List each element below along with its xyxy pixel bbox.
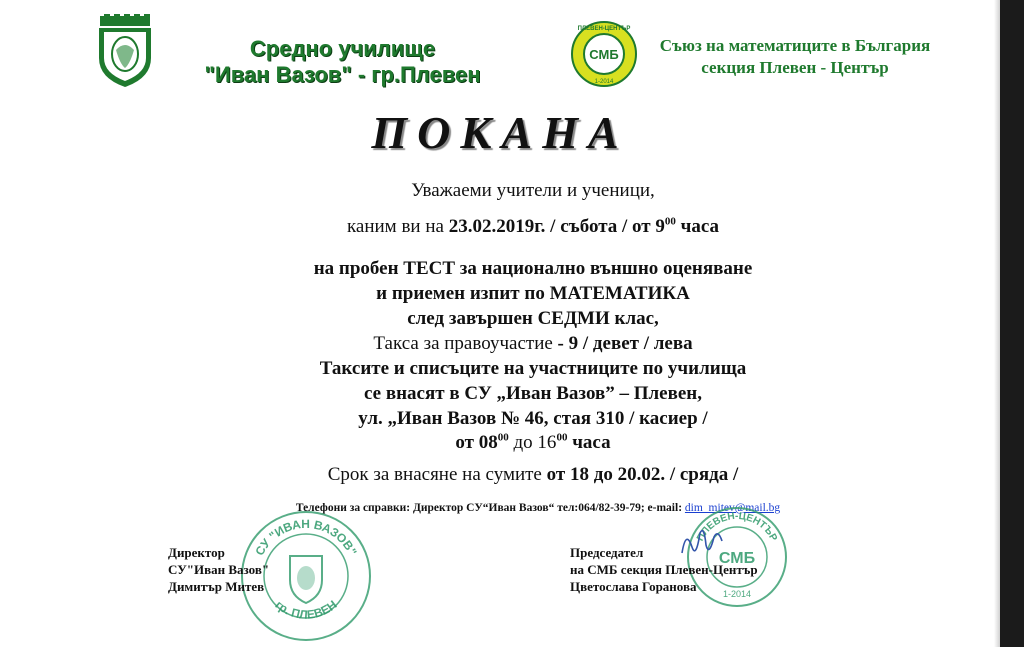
deadline-value: от 18 до 20.02. / сряда /: [546, 464, 739, 485]
smb-logo-ring-text: ПЛЕВЕН-ЦЕНТЪР: [577, 26, 631, 32]
invite-date: 23.02.2019г. / събота / от 9: [448, 216, 665, 237]
smb-logo-center-text: СМБ: [589, 47, 619, 62]
chair-org: на СМБ секция Плевен-Център: [570, 562, 758, 577]
contacts-text: Телефони за справки: Директор СУ“Иван Вазов“ тел:064/82-39-79; e-mail:: [295, 502, 685, 514]
union-name: [645, 35, 945, 79]
chair-name: Цветослава Горанова: [570, 579, 697, 594]
school-emblem-icon: [96, 14, 154, 88]
deadline-label: Срок за внасяне на сумите: [327, 464, 547, 485]
director-title: Директор: [168, 545, 225, 560]
line-submit: се внасят в СУ „Иван Вазов” – Плевен,: [363, 383, 702, 404]
director-signature-block: [168, 544, 269, 595]
chair-title: Председател: [570, 545, 644, 560]
union-name-line2: секция Плевен - Център: [701, 58, 889, 77]
line-exam: и приемен изпит по МАТЕМАТИКА: [376, 283, 690, 304]
smb-stamp-top-text: ПЛЕВЕН-ЦЕНТЪР: [694, 510, 780, 544]
invite-line: [0, 216, 1024, 238]
union-name-line1: Съюз на математиците в България: [659, 36, 931, 55]
smb-stamp-year-text: 1-2014: [722, 589, 752, 599]
director-name: Димитър Митев: [168, 579, 265, 594]
director-org: СУ"Иван Вазов": [168, 562, 270, 577]
fee-line: [0, 333, 1024, 355]
viewer-background: [1000, 0, 1024, 647]
hours-to-sup: 00: [556, 431, 568, 444]
invite-suffix: часа: [675, 216, 720, 237]
school-name-line1: Средно училище: [249, 36, 436, 61]
line-address: ул. „Иван Вазов № 46, стая 310 / касиер /: [358, 408, 708, 429]
school-stamp-top-text: СУ "ИВАН ВАЗОВ": [252, 516, 360, 558]
line-fees: Таксите и списъците на участниците по училища: [319, 358, 747, 379]
smb-stamp-center-text: СМБ: [718, 550, 756, 567]
fee-value: - 9 / девет / лева: [552, 333, 693, 354]
hours-mid: до 16: [508, 432, 557, 453]
school-stamp-bottom-text: гр. ПЛЕВЕН: [272, 597, 340, 622]
school-name-line2: "Иван Вазов" - гр.Плевен: [204, 62, 481, 87]
smb-logo-icon: [570, 20, 638, 88]
line-test: на пробен ТЕСТ за национално външно оценяване: [313, 258, 753, 279]
greeting: Уважаеми учители и ученици,: [411, 180, 655, 201]
smb-logo-year-text: 1-2014: [594, 79, 614, 85]
svg-text:гр. ПЛЕВЕН: [272, 598, 339, 622]
deadline-line: [0, 464, 1024, 486]
line-class: след завършен СЕДМИ клас,: [407, 308, 659, 329]
hours-line: [0, 432, 1024, 454]
invite-time-sup: 00: [664, 215, 676, 228]
hours-suffix: часа: [567, 432, 611, 453]
contacts-line: [0, 502, 1024, 514]
page-title: ПОКАНА: [371, 107, 629, 158]
invite-prefix: каним ви на: [346, 216, 449, 237]
school-name: [170, 36, 515, 88]
hours-from: от 08: [455, 432, 498, 453]
hours-from-sup: 00: [497, 431, 509, 444]
contact-email-link[interactable]: dim_mitev@mail.bg: [684, 502, 781, 514]
fee-label: Такса за правоучастие: [373, 333, 553, 354]
chair-signature-block: [570, 544, 758, 595]
